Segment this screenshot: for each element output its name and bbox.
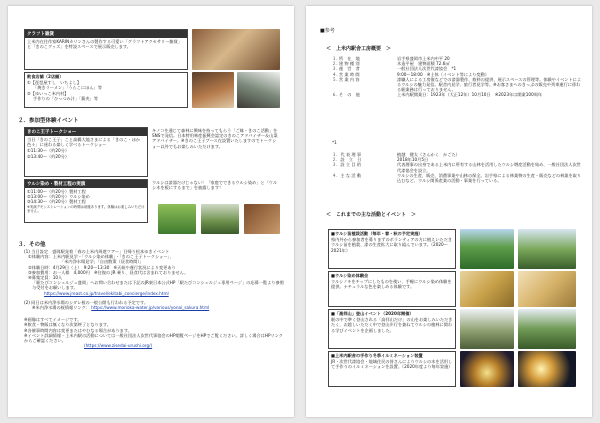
talk-time-2: ②13:40〜（約20分） (27, 153, 70, 159)
talk-title: きのこ王子トークショー (25, 128, 147, 136)
urushi-box (24, 179, 148, 223)
association-row: ３．設 立 目 的 代表理事の出身である上米内に所有する山林を活用したウルシ増産活動を始め、一般社団法人次世代漆協会を設立。 (332, 162, 581, 173)
food-item1-desc: 「焼きラーメン」「うらこにほん」等 (33, 85, 102, 91)
activity-photo (460, 271, 514, 307)
activity-photo (518, 309, 576, 349)
activity-photo (518, 351, 576, 387)
activity-item: ■ウルシ苗植栽活動（毎年・春・秋の予定実施） 県内外から参加者を募りまずのボランティアの方に植えいただきウルシ苗を植栽、漆の生産拡大に取り組んでいます。（2020〜2021年） (328, 229, 456, 269)
talk-time-1: ①11:30〜（約20分） (27, 148, 70, 154)
talk-profile: キノコを通じて森林に興味を持ってもらう「ご縁・きのこ活動」をSNSで発信。日本特用林産振興会認定のきのこアドバイザー＆山菜アドバイザー。※きのこ王子ブース在設置いたしますのでトークショー以外でもお楽しみいただけます。 (152, 128, 278, 149)
urushi-photo-2 (201, 204, 239, 234)
note-change: ※各催事時間内容は変更またはやむなる場合があります。 (24, 327, 132, 333)
food-title: 飲食店舗（2店舗） (27, 74, 64, 79)
note-details: ※イベント詳細情報・上米内駅の活動については一般社団法人次世代事協会のHP閲覧ページをHPでご覧ください。詳しく場合はHPリンクからご確認ください。 (24, 332, 283, 344)
sakura-link[interactable]: https://www.morioka-water.jp/various/yonai_sakura.html (91, 305, 210, 311)
food-photo-1 (192, 72, 234, 108)
building-row: １. 所 在 地 岩手県盛岡市上米内中平 20 (332, 56, 450, 61)
tour-capacity: ④募集定員：10人 (28, 275, 63, 281)
urushi-desc: ウルシは漆器だけじゃない！「家庭でできるウルシ染め」と「ウルシ木を板にするまで」を披露します！ (152, 180, 278, 191)
activity-item: ■ウルシ染め体験会 ウルシノキをチップにしたものを使い、手軽にウルシ染め体験を提供。ナチュラルな色を楽しめる体験です。 (328, 271, 456, 307)
tour-line: (1) 当日設定 盛岡駅発着「春の上米内周遊ツアー」日帰り松本ゆきイベント (24, 249, 170, 254)
association-link[interactable]: (https://www.zisedai-urushi.org/) (84, 343, 153, 349)
association-marker: *1 (332, 140, 337, 145)
building-row: ４. 営 業 時 間 9:00〜18:00 ※土休（イベント等により変動） (332, 71, 489, 77)
urushi-photo-3 (244, 204, 280, 234)
building-rows (332, 56, 582, 98)
note-food: ※飲食・物販は無くなり次第終了となります。 (24, 322, 111, 328)
activity-photo (460, 309, 514, 349)
craft-desc: 上米内在住作家KARINカリンさんの製作する可愛い「グラフトアクセサリー雑貨」と「きのこグッズ」を特設スペースで展示販売します。 (27, 39, 182, 50)
building-row: ２. 建 物 種 別 木造平屋 建物面積 72.6㎡ (332, 61, 450, 67)
section3-content (24, 249, 286, 348)
activities-title: ＜ これまでの主な活動とイベント ＞ (326, 212, 417, 218)
activity-photo (518, 229, 576, 269)
craft-title: クラフト雑貨 (25, 30, 187, 38)
section2-heading: ２．参加型体験イベント (18, 118, 79, 124)
tour-content-1: ①体験内容：上米内駅見学・「ウルシ染め体験」・「きのこ王子トークショー」、 (28, 254, 174, 260)
food-box (24, 72, 188, 108)
craft-box (24, 29, 188, 70)
section3-heading: ３．その他 (18, 242, 46, 248)
jr-link[interactable]: https://www.jreast.co.jp/travel/ekitabi_concierge/index.html (44, 290, 169, 296)
urushi-note: ※実演デモンストレーションの時間は前後あります。体験はお楽しみいただけません。 (27, 204, 145, 213)
food-item2-desc: 手作りの「ひっつみ汁」「蕎麦」等 (33, 95, 98, 101)
tour-apply: 「駅たびコンシェルジュ盛岡」へお問い合わせまたは下記のJR東日本公式HP「駅たびコンシェルジュ専用ページ」の応募一覧より参照与受付をお願いします。 (32, 280, 284, 291)
craft-photo (192, 29, 280, 70)
sakura-link-label: ※米内浄水場の桜情報リンク： (32, 305, 90, 311)
tour-date: ②体験日時：4月29日（土） 9:20〜13:30 ※天候や運行状況により変更あり (28, 264, 176, 270)
urushi-time-3: ③14:30〜（約20分）製材工程 (27, 199, 86, 205)
food-item2-name: ②【ゆいっこ米内村】 (27, 90, 69, 96)
activity-photo (518, 271, 576, 307)
talk-desc: 当日「きのこ王子」こと高橋大地さまによる「きのこ・ほか色々」に迷わる楽しく学べるトークショー (27, 137, 141, 148)
activity-item: ■「高拝山」登山イベント（2020年開催） 駅の中で準く登山される「高拝山だけ」の山をお楽しみいただきたく、お越しいただく中で登山歩行を兼ねてウルシの植林に関わる学びイベントを企画しました。 (328, 309, 456, 349)
talk-box (24, 127, 148, 177)
urushi-time-2: ②13:00〜（約20分）ウルシ染め (27, 194, 90, 200)
urushi-time-1: ①11:00〜（約20分）製材工程 (27, 189, 86, 194)
reference-label: ■参考 (320, 28, 335, 34)
tour-fee: ③参加費用：お一人様 4,000円 ※往復の JR 乗り、昼食代は含まれておりません。 (28, 269, 189, 275)
left-page (8, 6, 294, 417)
activity-photo (460, 351, 514, 387)
association-rows (332, 152, 582, 183)
food-item1-name: ①【琵琶屋すし いちよし】 (27, 80, 82, 86)
association-row: ４．主 な 活 動 ウルシの生産、販売、消費事業や山林の保全。岩手県による林業物の生産・販売などの林業を取り込むなど、ウルシ関係産業の活動・事業を行っている。 (332, 172, 582, 184)
activity-photo (460, 229, 514, 269)
food-photo-2 (237, 72, 280, 108)
right-page (306, 6, 592, 417)
building-row: ５. 営 業 内 容 漆職人による工房復などでの漆器製作、飲料の提供、展示スペースの管理等。体験やイベントによるウルシの魅力発信。駅舎内見学、旅行者見学等。※お客さまへのきっぷの販売や列車運行に係わる駅業務は行っておりません。 (332, 76, 582, 93)
tour-content-2: 「米内浄水場見学」「自由散策（昼食時間）」 (60, 259, 144, 265)
association-row: ２．設 立 日 2018年10月5日 (332, 157, 429, 163)
urushi-photo-1 (158, 204, 196, 234)
building-row: ３. 運 営 者 一般社団法人次世代漆協会 *1 (332, 66, 457, 72)
association-row: １．代 表 理 事 植越 健太（さんかく かごた） (332, 152, 460, 157)
note-images: ※画像はすべてイメージです。 (24, 317, 82, 323)
activity-item: ■上米内駅舎の手作り冬季イルミネーション装置 JR・次世代漆協会・地域住民の皆さんによりウルシの木を活用して手作りのイルミネーションを設置。（2020年度より毎年実施） (328, 351, 456, 387)
building-title: ＜ 上米内駅舎工房概要 ＞ (326, 46, 392, 52)
urushi-title: ウルシ染め・製材工程の実演 (25, 180, 147, 188)
building-row: ６. そ の 他 上米内駅開業日：1923年（大正12年）10月10日 ※2023年は開業100周年 (332, 92, 543, 98)
sakura-line: (2) 同日は米内浄水場のシダレ桜の一般公開も行われる予定です。 (24, 299, 149, 305)
